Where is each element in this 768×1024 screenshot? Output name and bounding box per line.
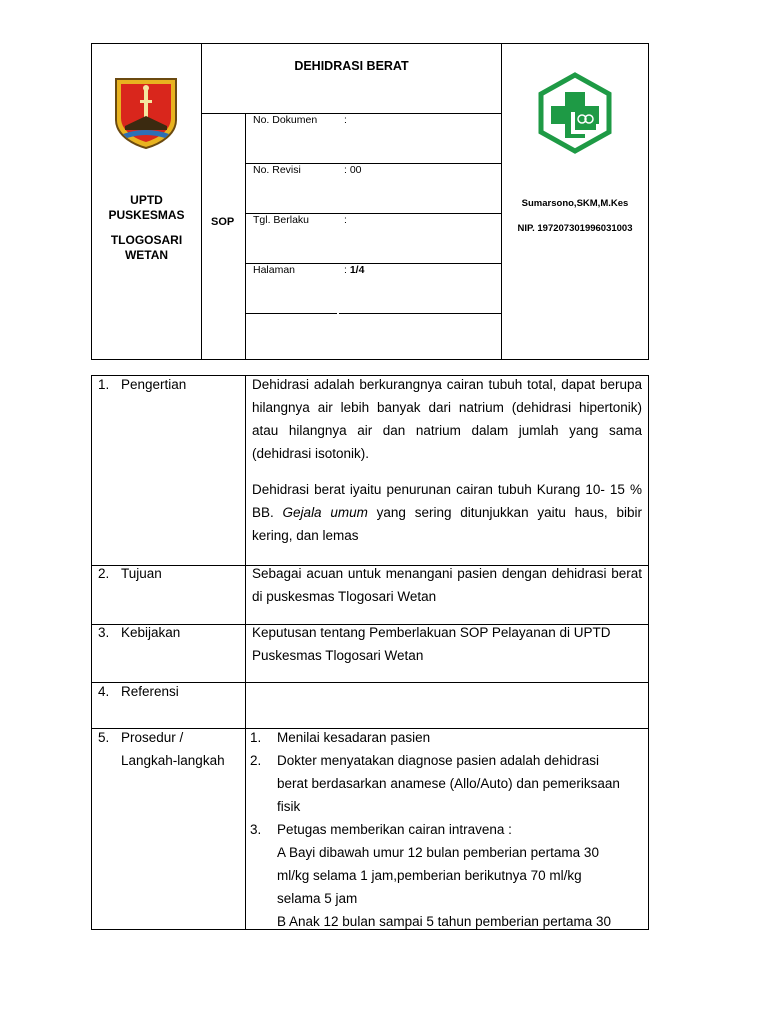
field-no-dokumen-sep: : xyxy=(344,114,347,126)
row-pengertian-number: 1. xyxy=(98,377,110,392)
row-pengertian-label: Pengertian xyxy=(121,377,187,392)
row-prosedur-label-2: Langkah-langkah xyxy=(121,753,225,768)
step-3-line-4: selama 5 jam xyxy=(277,891,358,906)
city-seal-icon xyxy=(113,76,179,150)
field-no-revisi-label: No. Revisi xyxy=(253,164,301,176)
row-pengertian-p1: Dehidrasi adalah berkurangnya cairan tubuh total, dapat berupa hilangnya air lebih banyak dari natrium (dehidrasi hipertonik) atau hilangnya air dan natrium dalam jumlah yang sama (dehidrasi isotonik). xyxy=(252,377,642,461)
org-line-1: UPTD xyxy=(130,193,163,207)
row-tujuan-text: Sebagai acuan untuk menangani pasien dengan dehidrasi berat di puskesmas Tlogosari Wetan xyxy=(252,566,642,604)
field-halaman-value xyxy=(344,264,364,276)
sop-label: SOP xyxy=(211,216,235,228)
procedure-steps xyxy=(250,726,646,929)
step-3-line-1: Petugas memberikan cairan intravena : xyxy=(277,822,512,837)
step-2-line-1: Dokter menyatakan diagnose pasien adalah dehidrasi xyxy=(277,753,599,768)
step-2-number: 2. xyxy=(250,753,262,768)
row-pengertian-p2 xyxy=(252,478,642,547)
step-1-number: 1. xyxy=(250,730,262,745)
p2-part-c: yang sering ditunjukkan yaitu haus, bibir kering, dan lemas xyxy=(252,505,642,543)
document-title: DEHIDRASI BERAT xyxy=(294,59,409,73)
row-prosedur-number: 5. xyxy=(98,730,110,745)
field-tgl-berlaku-label: Tgl. Berlaku xyxy=(253,214,310,226)
row-tujuan-label: Tujuan xyxy=(121,566,162,581)
step-3-line-5: B Anak 12 bulan sampai 5 tahun pemberian pertama 30 xyxy=(277,914,611,929)
signer-nip: NIP. 197207301996031003 xyxy=(517,223,633,234)
step-2-line-3: fisik xyxy=(277,799,301,814)
org-line-4: WETAN xyxy=(124,248,169,262)
step-2-line-2: berat berdasarkan anamese (Allo/Auto) dan pemeriksaan xyxy=(277,776,620,791)
org-name xyxy=(92,193,201,263)
org-line-3: TLOGOSARI xyxy=(110,233,183,247)
field-tgl-berlaku-sep: : xyxy=(344,214,347,226)
step-3-number: 3. xyxy=(250,822,262,837)
step-3-line-2: A Bayi dibawah umur 12 bulan pemberian pertama 30 xyxy=(277,845,599,860)
row-referensi-number: 4. xyxy=(98,684,110,699)
puskesmas-logo-icon xyxy=(538,72,612,154)
row-kebijakan-label: Kebijakan xyxy=(121,625,181,640)
field-halaman-page: 1/4 xyxy=(349,264,365,276)
row-kebijakan-text: Keputusan tentang Pemberlakuan SOP Pelayanan di UPTD Puskesmas Tlogosari Wetan xyxy=(252,625,611,663)
step-3-line-3: ml/kg selama 1 jam,pemberian berikutnya 70 ml/kg xyxy=(277,868,582,883)
field-halaman-label: Halaman xyxy=(253,264,296,276)
field-no-revisi-sep: : 00 xyxy=(344,164,362,176)
p2-part-a: Dehidrasi berat iyaitu penurunan cairan tubuh Kurang 10- 15 % BB. xyxy=(252,482,642,520)
field-halaman-sep: : xyxy=(344,264,347,276)
p2-part-italic: Gejala umum xyxy=(282,505,368,520)
field-no-dokumen-label: No. Dokumen xyxy=(253,114,318,126)
signer-name: Sumarsono,SKM,M.Kes xyxy=(521,198,629,209)
row-kebijakan-number: 3. xyxy=(98,625,110,640)
step-1-line-1: Menilai kesadaran pasien xyxy=(277,730,431,745)
row-referensi-label: Referensi xyxy=(121,684,179,699)
org-line-2: PUSKESMAS xyxy=(108,208,185,222)
row-prosedur-label-1: Prosedur / xyxy=(121,730,184,745)
row-tujuan-number: 2. xyxy=(98,566,110,581)
